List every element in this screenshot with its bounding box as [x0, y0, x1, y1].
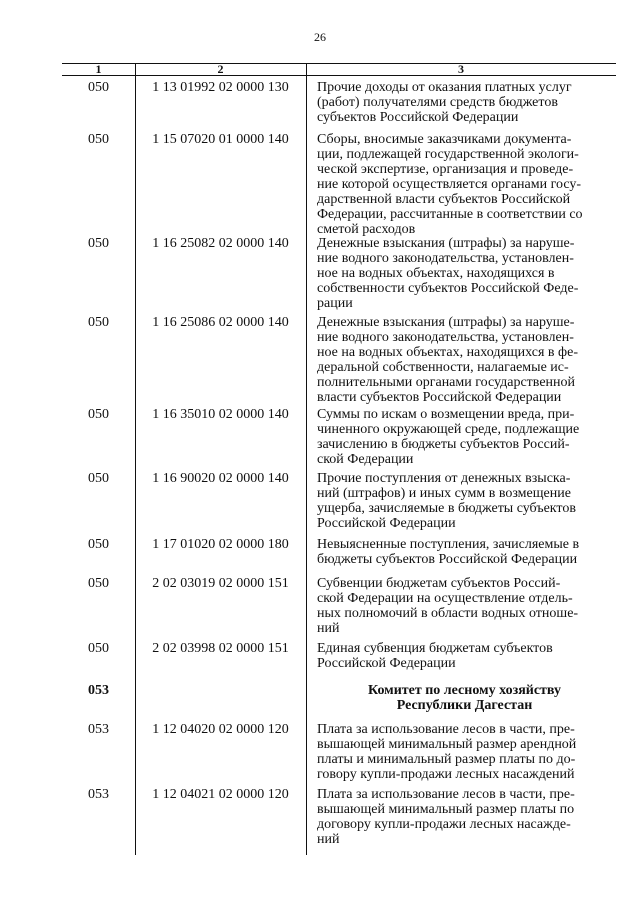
budget-classification-code: 1 16 90020 02 0000 140 [152, 471, 289, 486]
admin-code: 050 [88, 236, 109, 251]
column-divider-2 [306, 63, 307, 855]
revenue-description: Денежные взыскания (штрафы) за наруше- ние водного законодательства, установлен- ное на водных объектах, находящихся в собственности субъектов Российской Феде- рации [317, 236, 579, 311]
budget-classification-code: 1 16 35010 02 0000 140 [152, 407, 289, 422]
revenue-description: Прочие поступления от денежных взыска- ний (штрафов) и иных сумм в возмещение ущерба, зачисляемые в бюджеты субъектов Российской Федерации [317, 471, 576, 531]
admin-code: 050 [88, 576, 109, 591]
budget-classification-code: 1 16 25086 02 0000 140 [152, 315, 289, 330]
admin-code: 053 [88, 787, 109, 802]
section-heading: Комитет по лесному хозяйству Республики Дагестан [367, 683, 562, 713]
column-header-1: 1 [95, 62, 102, 76]
budget-classification-code: 1 13 01992 02 0000 130 [152, 80, 289, 95]
revenue-description: Суммы по искам о возмещении вреда, при- чиненного окружающей среде, подлежащие зачислению в бюджеты субъектов Россий- ской Федерации [317, 407, 580, 467]
budget-classification-code: 1 17 01020 02 0000 180 [152, 537, 289, 552]
budget-classification-code: 1 15 07020 01 0000 140 [152, 132, 289, 147]
page-number: 26 [314, 30, 326, 44]
revenue-description: Денежные взыскания (штрафы) за наруше- ние водного законодательства, установлен- ное на водных объектах, находящихся в фе- деральной собственности, налагаемые ис- полнительными органами государственной власти субъектов Российской Федерации [317, 315, 578, 405]
admin-code: 050 [88, 80, 109, 95]
revenue-description: Субвенции бюджетам субъектов Россий- ской Федерации на осуществление отдель- ных полномочий в области водных отноше- ний [317, 576, 579, 636]
budget-codes-table [62, 63, 616, 855]
budget-classification-code: 1 12 04020 02 0000 120 [152, 722, 289, 737]
admin-code: 050 [88, 537, 109, 552]
budget-classification-code: 2 02 03019 02 0000 151 [152, 576, 289, 591]
admin-code: 050 [88, 471, 109, 486]
admin-code: 053 [88, 722, 109, 737]
admin-code: 050 [88, 407, 109, 422]
budget-classification-code: 1 16 25082 02 0000 140 [152, 236, 289, 251]
revenue-description: Единая субвенция бюджетам субъектов Российской Федерации [317, 641, 553, 671]
column-header-2: 2 [217, 62, 224, 76]
revenue-description: Плата за использование лесов в части, пре- вышающей минимальный размер арендной платы и минимальный размер платы по до- говору купли-продажи лесных насаждений [317, 722, 577, 782]
column-header-3: 3 [458, 62, 464, 76]
admin-code: 050 [88, 641, 109, 656]
budget-classification-code: 2 02 03998 02 0000 151 [152, 641, 289, 656]
budget-classification-code: 1 12 04021 02 0000 120 [152, 787, 289, 802]
admin-code: 050 [88, 132, 109, 147]
revenue-description: Плата за использование лесов в части, пре- вышающей минимальный размер платы по договору купли-продажи лесных насажде- ний [317, 787, 575, 847]
admin-code: 050 [88, 315, 109, 330]
revenue-description: Невыясненные поступления, зачисляемые в бюджеты субъектов Российской Федерации [317, 537, 580, 567]
revenue-description: Сборы, вносимые заказчиками документа- ции, подлежащей государственной экологи- ческой экспертизе, организация и проведе- ние которой осуществляется органами госу- дарственной власти субъектов Российской Федерации, рассчитанные в соответствии со сметой расходов [317, 132, 583, 237]
admin-code: 053 [88, 683, 109, 698]
revenue-description: Прочие доходы от оказания платных услуг (работ) получателями средств бюджетов субъектов Российской Федерации [317, 80, 572, 125]
